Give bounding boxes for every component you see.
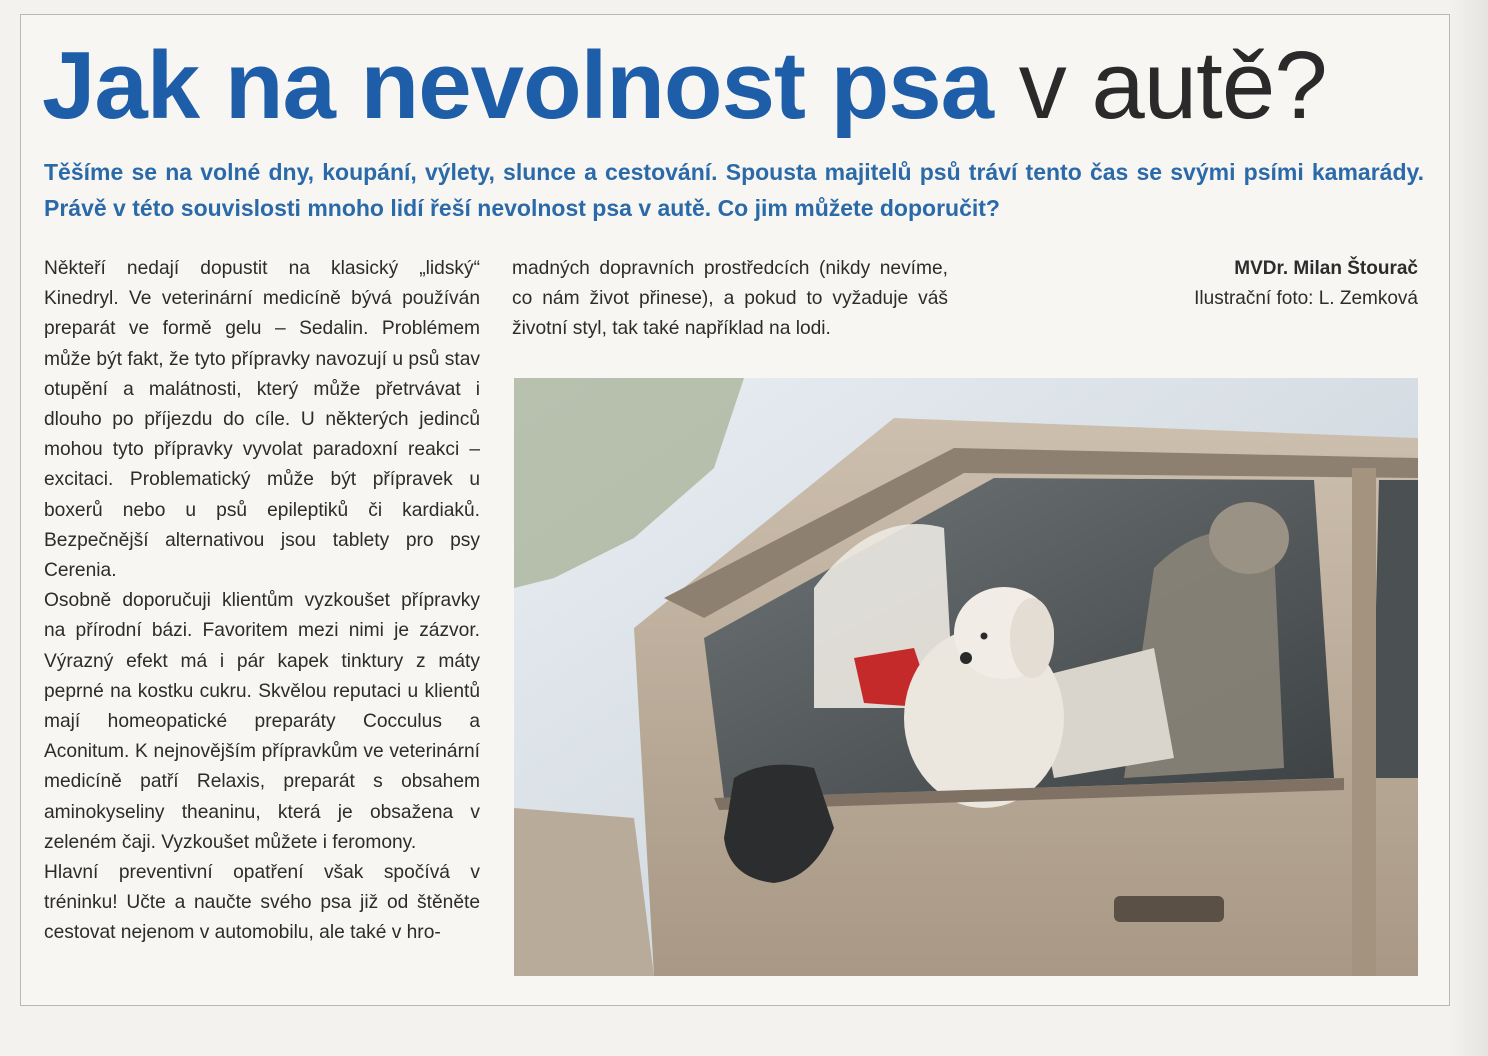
door-handle [1114,896,1224,922]
photo-illustration [514,378,1418,976]
page-fold-shadow [1448,0,1488,1056]
article-photo-dog-in-car [514,378,1418,976]
photo-credit: Ilustrační foto: L. Zemková [1194,288,1418,309]
headline-blue-part: Jak na nevolnost psa [42,32,994,139]
article-headline [42,26,1442,146]
byline [1194,254,1418,314]
hood [514,808,654,976]
body-paragraph-2: Osobně doporučuji klientům vyzkoušet přípravky na přírodní bázi. Favoritem mezi nimi je zázvor. Výrazný efekt má i pár kapek tinktury z máty peprné na kostku cukru. Skvělou reputaci u klientů mají homeopatické preparáty Cocculus a Aconitum. K nejnovějším přípravkům ve veterinární medicíně patří Relaxis, preparát s obsahem aminokyseliny theaninu, která je obsažena v zeleném čaji. Vyzkoušet můžete i feromony. [44,590,480,853]
rear-window [1372,480,1418,778]
poodle-eye [981,633,988,640]
article-lead: Těšíme se na volné dny, koupání, výlety, slunce a cestování. Spousta majitelů psů tráví tento čas se svými psími kamarády. Právě v této souvislosti mnoho lidí řeší nevolnost psa v autě. Co jim můžete doporučit? [44,159,1424,221]
poodle-ear [1010,598,1054,678]
body-column-2 [512,254,948,345]
author-name: MVDr. Milan Štourač [1234,258,1418,279]
poodle-nose [960,652,972,664]
body-paragraph-1: Někteří nedají dopustit na klasický „lidský“ Kinedryl. Ve veterinární medicíně bývá používán preparát ve formě gelu – Sedalin. Problémem může být fakt, že tyto přípravky navozují u psů stav otupění a malátnosti, který může přetrvávat i dlouho po příjezdu do cíle. U některých jedinců mohou tyto přípravky vyvolat paradoxní reakci – excitaci. Problematický může být přípravek u boxerů nebo u psů epileptiků či kardiaků. Bezpečnější alternativou jsou tablety pro psy Cerenia. [44,258,480,582]
body-paragraph-continued: madných dopravních prostředcích (nikdy nevíme, co nám život přinese), a pokud to vyžaduje váš životní styl, tak také například na lodi. [512,258,948,340]
headrest [1209,502,1289,574]
b-pillar [1352,468,1376,976]
body-paragraph-3: Hlavní preventivní opatření však spočívá v tréninku! Učte a naučte svého psa již od štěněte cestovat nejenom v automobilu, ale také v hro- [44,862,480,944]
body-column-1 [44,254,480,949]
headline-dark-part: v autě? [993,32,1327,139]
